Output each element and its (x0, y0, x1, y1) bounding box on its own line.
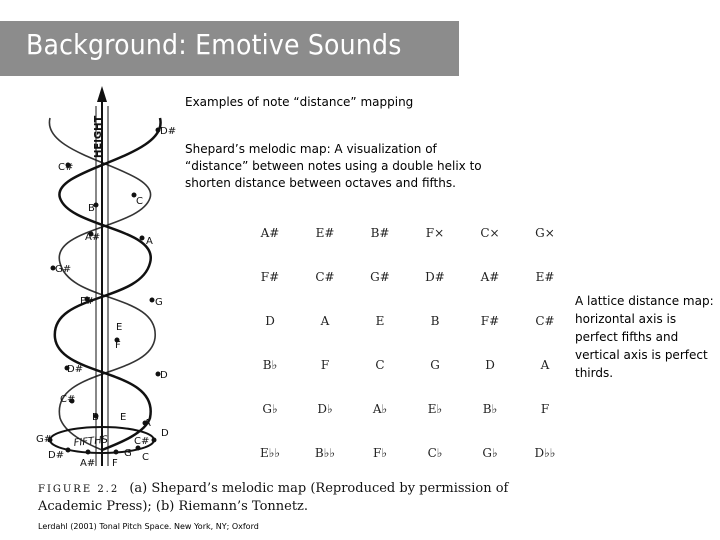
lattice-note: F# (260, 270, 280, 284)
lattice-note: A♭ (372, 402, 388, 416)
lattice-note: C# (535, 314, 555, 328)
svg-text:G: G (124, 448, 132, 459)
height-axis-arrow (97, 86, 107, 102)
svg-text:C#: C# (60, 394, 76, 405)
lattice-note: F× (425, 226, 445, 240)
svg-text:F: F (115, 340, 121, 351)
lattice-note: D (485, 358, 495, 372)
svg-text:G: G (155, 297, 163, 308)
svg-text:E: E (116, 322, 123, 333)
svg-text:A#: A# (85, 232, 101, 243)
lattice-note: E♭ (427, 402, 443, 416)
lattice-note: D# (425, 270, 445, 284)
lattice-note: E (375, 314, 385, 328)
lattice-note: C# (315, 270, 335, 284)
svg-text:A: A (146, 236, 153, 247)
lattice-note: C× (480, 226, 500, 240)
svg-text:F#: F# (80, 296, 95, 307)
svg-text:B: B (92, 412, 99, 423)
source-citation: Lerdahl (2001) Tonal Pitch Space. New York, NY; Oxford (38, 522, 259, 531)
lattice-note: G# (370, 270, 390, 284)
lattice-note: C (375, 358, 385, 372)
lattice-note: D (265, 314, 275, 328)
svg-text:A: A (144, 418, 151, 429)
svg-text:B: B (88, 203, 95, 214)
lattice-note: G♭ (482, 446, 498, 460)
svg-text:C: C (142, 452, 149, 463)
svg-text:E: E (120, 412, 127, 423)
lattice-note: E♭♭ (259, 446, 281, 460)
lattice-note: B (430, 314, 440, 328)
lattice-note: F (540, 402, 550, 416)
helix-description: Shepard’s melodic map: A visualization of “distance” between notes using a double helix to shorten distance between octaves and fifths. (185, 142, 482, 190)
lattice-note: E# (535, 270, 555, 284)
lattice-note: F♭ (373, 446, 387, 460)
lattice-note: D♭♭ (534, 446, 556, 460)
svg-text:C#: C# (134, 436, 150, 447)
figure-caption (38, 480, 548, 515)
lattice-note: A (540, 358, 550, 372)
svg-text:D#: D# (67, 364, 84, 375)
svg-text:D: D (160, 370, 168, 381)
caption-label: FIGURE 2.2 (38, 484, 120, 495)
shepard-helix-figure (30, 78, 180, 478)
svg-text:D: D (161, 428, 169, 439)
lattice-note: C♭ (427, 446, 443, 460)
svg-text:C: C (136, 196, 143, 207)
lattice-note: E# (315, 226, 335, 240)
lattice-note: B♭ (262, 358, 278, 372)
lattice-description: A lattice distance map: horizontal axis is perfect fifths and vertical axis is perfect thirds. (575, 294, 714, 380)
lattice-note: B♭♭ (314, 446, 336, 460)
lattice-note: A# (260, 226, 280, 240)
svg-text:F: F (112, 458, 118, 469)
lattice-note: F (320, 358, 330, 372)
lattice-note: B# (370, 226, 390, 240)
svg-text:D#: D# (48, 450, 65, 461)
svg-text:G#: G# (36, 434, 53, 445)
svg-text:A#: A# (80, 458, 96, 469)
caption-text: (a) Shepard’s melodic map (Reproduced by permission of Academic Press); (b) Riemann’s Tonnetz. (38, 481, 509, 514)
svg-text:D#: D# (160, 126, 177, 137)
height-axis-label: HEIGHT (93, 115, 104, 158)
lattice-note: G♭ (262, 402, 278, 416)
lattice-note: D♭ (317, 402, 333, 416)
slide-subtitle: Examples of note “distance” mapping (185, 95, 414, 109)
tonnetz-lattice (255, 226, 565, 476)
lattice-note: G× (535, 226, 555, 240)
slide-title: Background: Emotive Sounds (26, 28, 402, 61)
lattice-note: F# (480, 314, 500, 328)
lattice-note: G (430, 358, 440, 372)
lattice-note: A# (480, 270, 500, 284)
svg-text:G#: G# (55, 264, 72, 275)
lattice-note: B♭ (482, 402, 498, 416)
lattice-note: A (320, 314, 330, 328)
fifths-label: FIFTHS (73, 434, 109, 449)
svg-text:C#: C# (58, 162, 74, 173)
